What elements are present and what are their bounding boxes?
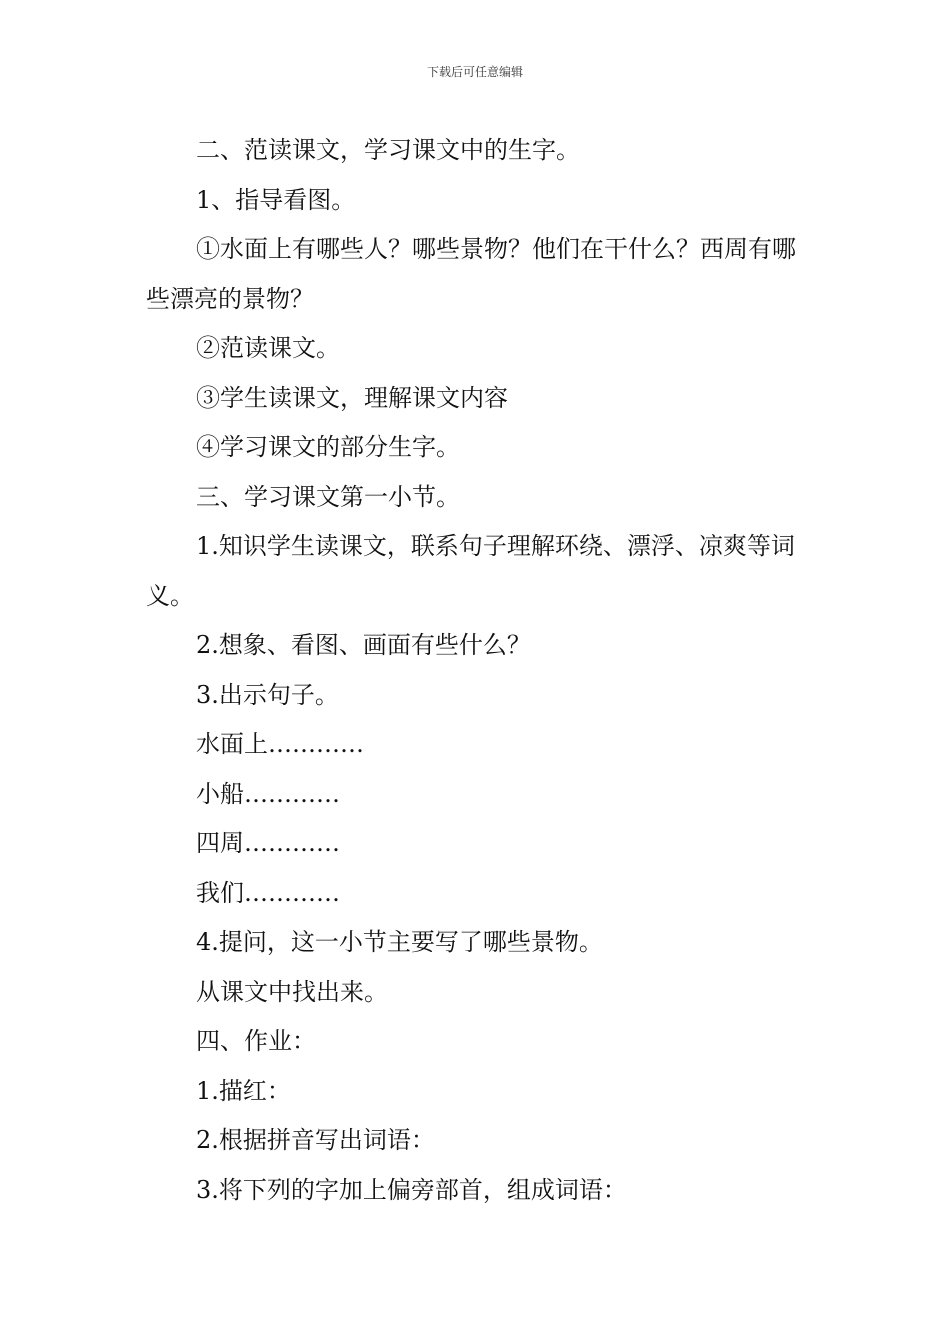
item-imagine: 2.想象、看图、画面有些什么？ xyxy=(196,631,531,659)
item-question: 4.提问，这一小节主要写了哪些景物。 xyxy=(196,928,603,956)
step-learn-characters: ④学习课文的部分生字。 xyxy=(196,433,460,461)
section-heading-two: 二、范读课文，学习课文中的生字。 xyxy=(196,136,580,164)
sentence-surroundings: 四周………… xyxy=(196,829,340,857)
section-heading-three: 三、学习课文第一小节。 xyxy=(196,482,460,511)
step-model-reading: ②范读课文。 xyxy=(196,334,340,362)
item-find-in-text: 从课文中找出来。 xyxy=(196,977,388,1006)
section-heading-homework: 四、作业： xyxy=(196,1027,316,1055)
sentence-small-boat: 小船………… xyxy=(196,779,340,808)
sentence-water-surface: 水面上………… xyxy=(196,730,364,758)
homework-trace: 1.描红： xyxy=(196,1076,291,1105)
sentence-we: 我们………… xyxy=(196,878,340,907)
item-read-text: 1.知识学生读课文，联系句子理解环绕、漂浮、凉爽等词义。 xyxy=(146,532,795,610)
step-question-scenery: ①水面上有哪些人？哪些景物？他们在干什么？西周有哪些漂亮的景物？ xyxy=(146,235,796,313)
document-body xyxy=(146,126,808,1215)
homework-pinyin: 2.根据拼音写出词语： xyxy=(196,1126,435,1154)
homework-radicals: 3.将下列的字加上偏旁部首，组成词语： xyxy=(196,1175,627,1204)
page-header-note: 下载后可任意编辑 xyxy=(426,65,523,79)
step-student-reading: ③学生读课文，理解课文内容 xyxy=(196,383,508,412)
step-guide-picture: 1、指导看图。 xyxy=(196,185,356,214)
item-show-sentences: 3.出示句子。 xyxy=(196,680,339,709)
